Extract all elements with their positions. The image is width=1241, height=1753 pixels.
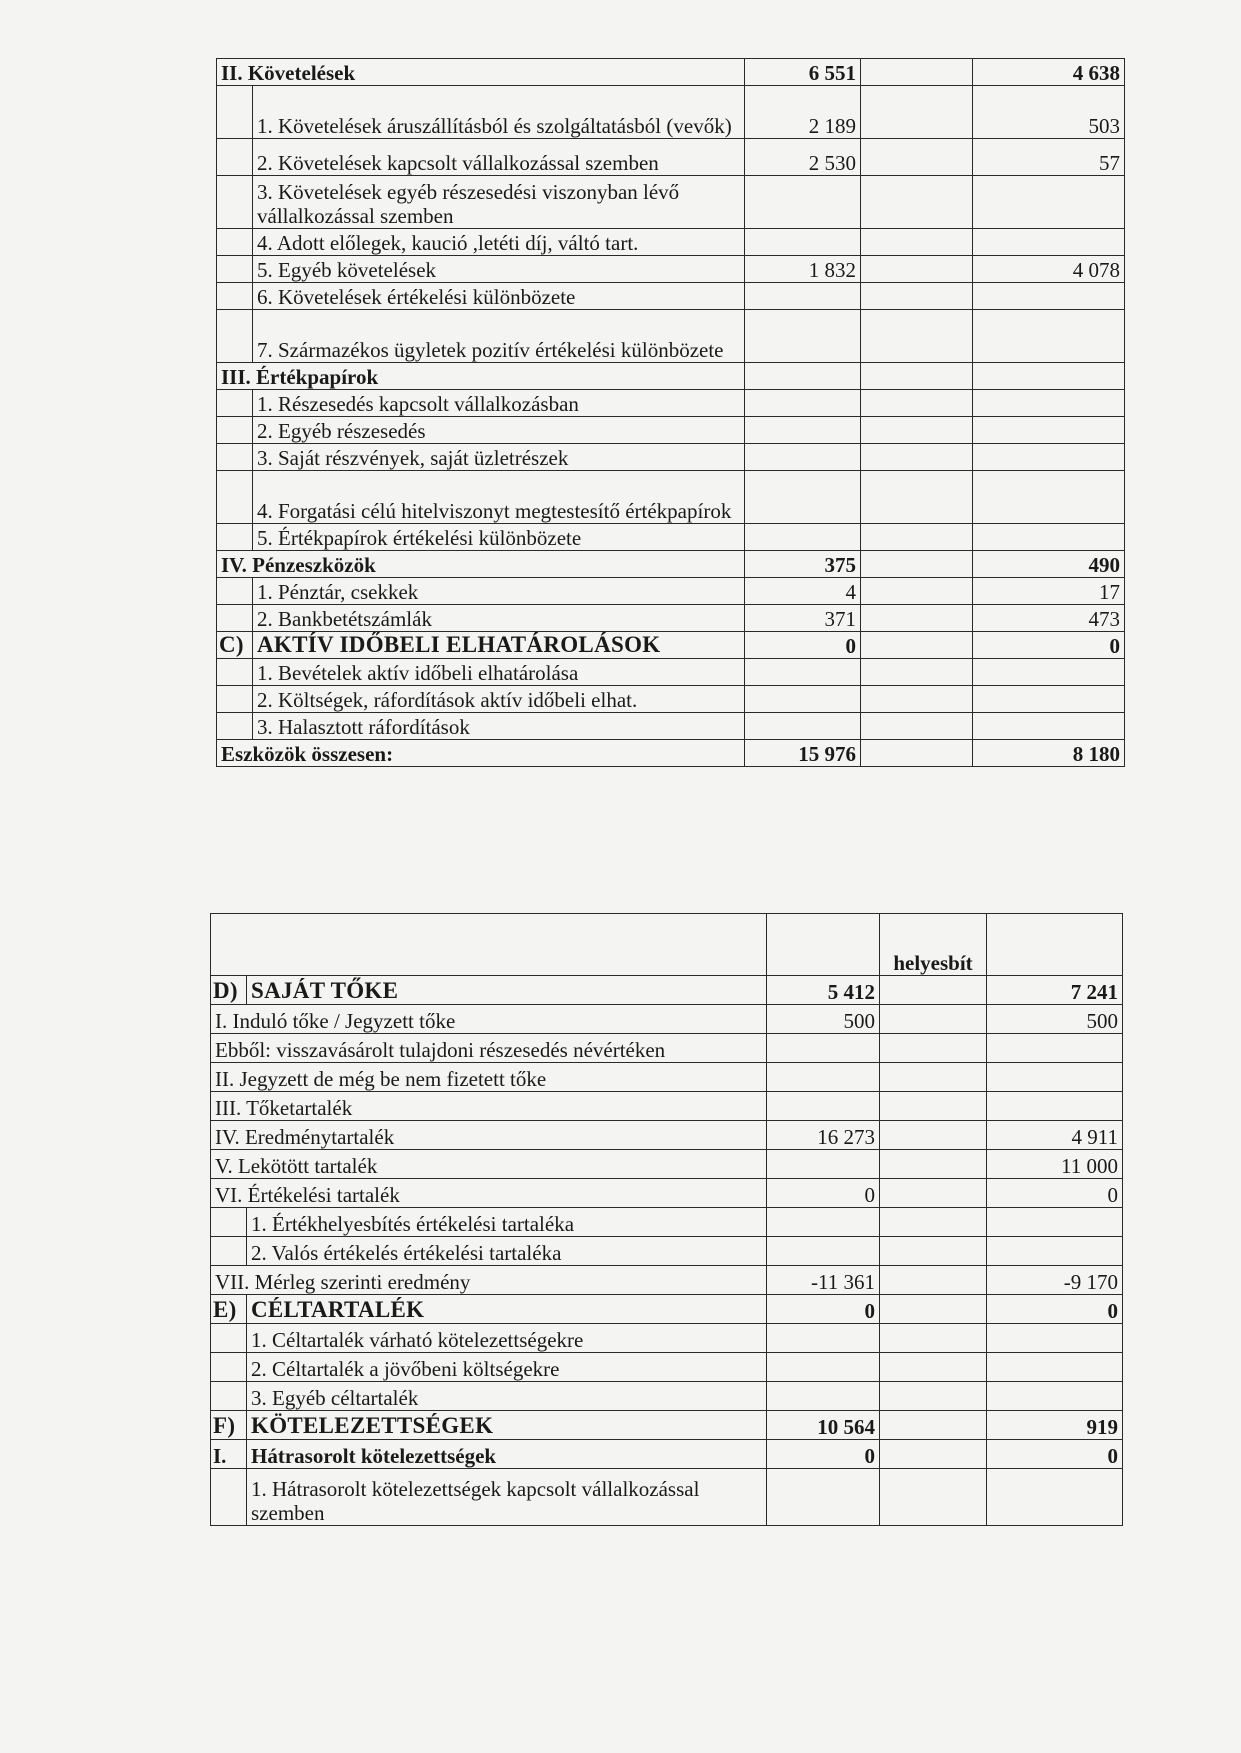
row-label: 7. Származékos ügyletek pozitív értékelési különbözete <box>253 310 745 363</box>
value-adjustment <box>861 686 973 713</box>
row-label: 4. Adott előlegek, kaució ,letéti díj, váltó tart. <box>253 229 745 256</box>
value-current <box>987 1092 1123 1121</box>
value-previous: 10 564 <box>767 1411 880 1440</box>
row-label: 2. Költségek, ráfordítások aktív időbeli elhat. <box>253 686 745 713</box>
row-label: 1. Hátrasorolt kötelezettségek kapcsolt vállalkozással szemben <box>247 1469 767 1526</box>
value-adjustment <box>861 740 973 767</box>
value-adjustment <box>880 976 987 1005</box>
value-adjustment <box>861 632 973 659</box>
header-current <box>987 914 1123 976</box>
value-current <box>973 713 1125 740</box>
value-previous <box>767 1063 880 1092</box>
table-row <box>211 1382 1123 1411</box>
table-row <box>211 1266 1123 1295</box>
value-previous: 0 <box>745 632 861 659</box>
section-letter: E) <box>211 1295 247 1324</box>
value-current: 4 638 <box>973 59 1125 86</box>
row-label: 3. Halasztott ráfordítások <box>253 713 745 740</box>
header-blank <box>211 914 767 976</box>
value-previous <box>745 444 861 471</box>
table-row <box>211 1179 1123 1208</box>
indent-cell <box>217 471 253 524</box>
value-adjustment <box>880 1353 987 1382</box>
value-adjustment <box>861 229 973 256</box>
value-previous <box>745 524 861 551</box>
row-label: 2. Bankbetétszámlák <box>253 605 745 632</box>
indent-cell <box>217 659 253 686</box>
table-row <box>211 976 1123 1005</box>
table-row <box>211 1237 1123 1266</box>
value-previous <box>767 1324 880 1353</box>
value-current <box>973 390 1125 417</box>
row-label: 2. Valós értékelés értékelési tartaléka <box>247 1237 767 1266</box>
value-current <box>973 524 1125 551</box>
value-current <box>987 1382 1123 1411</box>
value-adjustment <box>880 1121 987 1150</box>
value-previous <box>745 417 861 444</box>
value-adjustment <box>880 1324 987 1353</box>
value-adjustment <box>861 139 973 176</box>
value-previous <box>767 1382 880 1411</box>
table-row <box>217 524 1125 551</box>
row-label: 5. Egyéb követelések <box>253 256 745 283</box>
indent-cell <box>217 578 253 605</box>
value-current: 490 <box>973 551 1125 578</box>
row-label: IV. Eredménytartalék <box>211 1121 767 1150</box>
value-previous: 1 832 <box>745 256 861 283</box>
value-current <box>987 1034 1123 1063</box>
row-label: 6. Követelések értékelési különbözete <box>253 283 745 310</box>
row-label: 3. Saját részvények, saját üzletrészek <box>253 444 745 471</box>
row-label: Eszközök összesen: <box>217 740 745 767</box>
table-row <box>211 1063 1123 1092</box>
row-label: II. Követelések <box>217 59 745 86</box>
value-adjustment <box>861 256 973 283</box>
indent-cell <box>217 686 253 713</box>
value-adjustment <box>880 1411 987 1440</box>
table-row <box>217 363 1125 390</box>
value-adjustment <box>861 59 973 86</box>
indent-cell <box>217 283 253 310</box>
table-row <box>211 1411 1123 1440</box>
value-current: 57 <box>973 139 1125 176</box>
value-current: 4 911 <box>987 1121 1123 1150</box>
section-title: KÖTELEZETTSÉGEK <box>247 1411 767 1440</box>
value-adjustment <box>880 1005 987 1034</box>
value-adjustment <box>880 1063 987 1092</box>
value-previous: 0 <box>767 1179 880 1208</box>
table-row <box>211 1092 1123 1121</box>
value-previous <box>745 471 861 524</box>
value-adjustment <box>861 444 973 471</box>
row-label: 5. Értékpapírok értékelési különbözete <box>253 524 745 551</box>
table-row <box>217 139 1125 176</box>
value-previous: 2 189 <box>745 86 861 139</box>
value-current <box>987 1063 1123 1092</box>
indent-cell <box>217 310 253 363</box>
table-row <box>211 1440 1123 1469</box>
row-label: II. Jegyzett de még be nem fizetett tőke <box>211 1063 767 1092</box>
value-adjustment <box>880 1208 987 1237</box>
indent-cell <box>217 713 253 740</box>
value-previous <box>745 283 861 310</box>
value-previous: 371 <box>745 605 861 632</box>
value-current <box>973 444 1125 471</box>
header-adjustment: helyesbít <box>880 914 987 976</box>
value-adjustment <box>880 1092 987 1121</box>
value-current <box>987 1208 1123 1237</box>
value-adjustment <box>861 713 973 740</box>
value-current: 503 <box>973 86 1125 139</box>
value-adjustment <box>880 1295 987 1324</box>
indent-cell <box>217 176 253 229</box>
table-row <box>211 1121 1123 1150</box>
value-adjustment <box>861 390 973 417</box>
liabilities-table <box>210 913 1123 1526</box>
value-adjustment <box>880 1266 987 1295</box>
indent-cell <box>211 1469 247 1526</box>
table-row <box>211 1353 1123 1382</box>
value-adjustment <box>861 283 973 310</box>
table-row <box>217 59 1125 86</box>
value-adjustment <box>861 417 973 444</box>
row-label: 1. Részesedés kapcsolt vállalkozásban <box>253 390 745 417</box>
value-current: 4 078 <box>973 256 1125 283</box>
value-current <box>973 283 1125 310</box>
value-current <box>987 1324 1123 1353</box>
value-current: 17 <box>973 578 1125 605</box>
value-adjustment <box>861 363 973 390</box>
indent-cell <box>211 1208 247 1237</box>
section-title: CÉLTARTALÉK <box>247 1295 767 1324</box>
value-previous: 15 976 <box>745 740 861 767</box>
row-label: 1. Pénztár, csekkek <box>253 578 745 605</box>
value-adjustment <box>861 524 973 551</box>
value-previous: 16 273 <box>767 1121 880 1150</box>
value-adjustment <box>880 1237 987 1266</box>
value-adjustment <box>880 1382 987 1411</box>
table-row <box>217 632 1125 659</box>
row-label: 1. Követelések áruszállításból és szolgáltatásból (vevők) <box>253 86 745 139</box>
value-previous: 2 530 <box>745 139 861 176</box>
value-current <box>987 1237 1123 1266</box>
value-current <box>987 1353 1123 1382</box>
value-adjustment <box>861 659 973 686</box>
row-label: VI. Értékelési tartalék <box>211 1179 767 1208</box>
value-current <box>973 229 1125 256</box>
value-previous <box>767 1208 880 1237</box>
value-previous <box>767 1353 880 1382</box>
section-title: SAJÁT TŐKE <box>247 976 767 1005</box>
row-label: 1. Céltartalék várható kötelezettségekre <box>247 1324 767 1353</box>
value-adjustment <box>861 471 973 524</box>
section-title: Hátrasorolt kötelezettségek <box>247 1440 767 1469</box>
row-label: I. Induló tőke / Jegyzett tőke <box>211 1005 767 1034</box>
table-row <box>217 471 1125 524</box>
value-current: 0 <box>987 1179 1123 1208</box>
row-label: 4. Forgatási célú hitelviszonyt megtestesítő értékpapírok <box>253 471 745 524</box>
table-row <box>217 740 1125 767</box>
value-previous <box>745 363 861 390</box>
value-adjustment <box>880 1440 987 1469</box>
value-previous: 5 412 <box>767 976 880 1005</box>
value-adjustment <box>861 176 973 229</box>
value-current: 0 <box>973 632 1125 659</box>
value-previous <box>745 659 861 686</box>
indent-cell <box>211 1382 247 1411</box>
table-row <box>217 256 1125 283</box>
indent-cell <box>211 1324 247 1353</box>
indent-cell <box>211 1353 247 1382</box>
table-row <box>217 283 1125 310</box>
value-current: 500 <box>987 1005 1123 1034</box>
table-row <box>211 1150 1123 1179</box>
assets-table <box>216 58 1125 767</box>
value-adjustment <box>861 86 973 139</box>
value-current: 919 <box>987 1411 1123 1440</box>
indent-cell <box>217 417 253 444</box>
value-previous: 375 <box>745 551 861 578</box>
row-label: III. Tőketartalék <box>211 1092 767 1121</box>
value-previous: 6 551 <box>745 59 861 86</box>
table-row <box>217 390 1125 417</box>
value-previous <box>767 1034 880 1063</box>
value-current: 11 000 <box>987 1150 1123 1179</box>
value-previous <box>745 390 861 417</box>
value-previous: 0 <box>767 1295 880 1324</box>
table-row <box>217 713 1125 740</box>
value-previous: -11 361 <box>767 1266 880 1295</box>
indent-cell <box>211 1237 247 1266</box>
row-label: Ebből: visszavásárolt tulajdoni részesedés névértéken <box>211 1034 767 1063</box>
indent-cell <box>217 444 253 471</box>
row-label: III. Értékpapírok <box>217 363 745 390</box>
row-label: 3. Egyéb céltartalék <box>247 1382 767 1411</box>
table-row <box>217 310 1125 363</box>
value-current <box>973 176 1125 229</box>
row-label: 1. Bevételek aktív időbeli elhatárolása <box>253 659 745 686</box>
section-letter: I. <box>211 1440 247 1469</box>
section-letter: C) <box>217 632 253 659</box>
value-adjustment <box>880 1179 987 1208</box>
value-previous <box>767 1469 880 1526</box>
row-label: IV. Pénzeszközök <box>217 551 745 578</box>
table-row <box>211 1469 1123 1526</box>
value-current <box>987 1469 1123 1526</box>
value-current: 7 241 <box>987 976 1123 1005</box>
indent-cell <box>217 139 253 176</box>
value-current <box>973 659 1125 686</box>
row-label: 1. Értékhelyesbítés értékelési tartaléka <box>247 1208 767 1237</box>
table-row <box>211 1208 1123 1237</box>
value-adjustment <box>880 1034 987 1063</box>
table-row <box>217 605 1125 632</box>
value-previous: 500 <box>767 1005 880 1034</box>
row-label: 3. Követelések egyéb részesedési viszonyban lévő vállalkozással szemben <box>253 176 745 229</box>
table-row <box>211 1324 1123 1353</box>
row-label: 2. Egyéb részesedés <box>253 417 745 444</box>
header-previous <box>767 914 880 976</box>
value-previous: 0 <box>767 1440 880 1469</box>
section-letter: F) <box>211 1411 247 1440</box>
table-row <box>211 1295 1123 1324</box>
value-previous <box>745 686 861 713</box>
table-row <box>217 551 1125 578</box>
value-adjustment <box>880 1150 987 1179</box>
section-title: AKTÍV IDŐBELI ELHATÁROLÁSOK <box>253 632 745 659</box>
value-current <box>973 471 1125 524</box>
table-row <box>217 86 1125 139</box>
value-adjustment <box>861 310 973 363</box>
value-current: 0 <box>987 1440 1123 1469</box>
table-row <box>211 1005 1123 1034</box>
value-current <box>973 363 1125 390</box>
table-row <box>217 659 1125 686</box>
table-row <box>217 686 1125 713</box>
value-adjustment <box>861 578 973 605</box>
section-letter: D) <box>211 976 247 1005</box>
table-row <box>217 176 1125 229</box>
value-current <box>973 417 1125 444</box>
value-current: 8 180 <box>973 740 1125 767</box>
value-previous <box>767 1150 880 1179</box>
value-adjustment <box>861 605 973 632</box>
table-row <box>217 578 1125 605</box>
table-row <box>217 229 1125 256</box>
table-row <box>217 444 1125 471</box>
value-current <box>973 686 1125 713</box>
indent-cell <box>217 229 253 256</box>
value-previous <box>745 176 861 229</box>
value-current: 473 <box>973 605 1125 632</box>
row-label: VII. Mérleg szerinti eredmény <box>211 1266 767 1295</box>
indent-cell <box>217 605 253 632</box>
value-current: 0 <box>987 1295 1123 1324</box>
table-row <box>211 1034 1123 1063</box>
indent-cell <box>217 524 253 551</box>
value-adjustment <box>880 1469 987 1526</box>
row-label: 2. Követelések kapcsolt vállalkozással szemben <box>253 139 745 176</box>
value-previous <box>745 310 861 363</box>
header-row <box>211 914 1123 976</box>
value-current: -9 170 <box>987 1266 1123 1295</box>
indent-cell <box>217 256 253 283</box>
indent-cell <box>217 86 253 139</box>
value-previous <box>767 1092 880 1121</box>
row-label: 2. Céltartalék a jövőbeni költségekre <box>247 1353 767 1382</box>
value-adjustment <box>861 551 973 578</box>
row-label: V. Lekötött tartalék <box>211 1150 767 1179</box>
value-previous <box>745 713 861 740</box>
value-previous <box>745 229 861 256</box>
value-previous: 4 <box>745 578 861 605</box>
value-previous <box>767 1237 880 1266</box>
value-current <box>973 310 1125 363</box>
table-row <box>217 417 1125 444</box>
indent-cell <box>217 390 253 417</box>
